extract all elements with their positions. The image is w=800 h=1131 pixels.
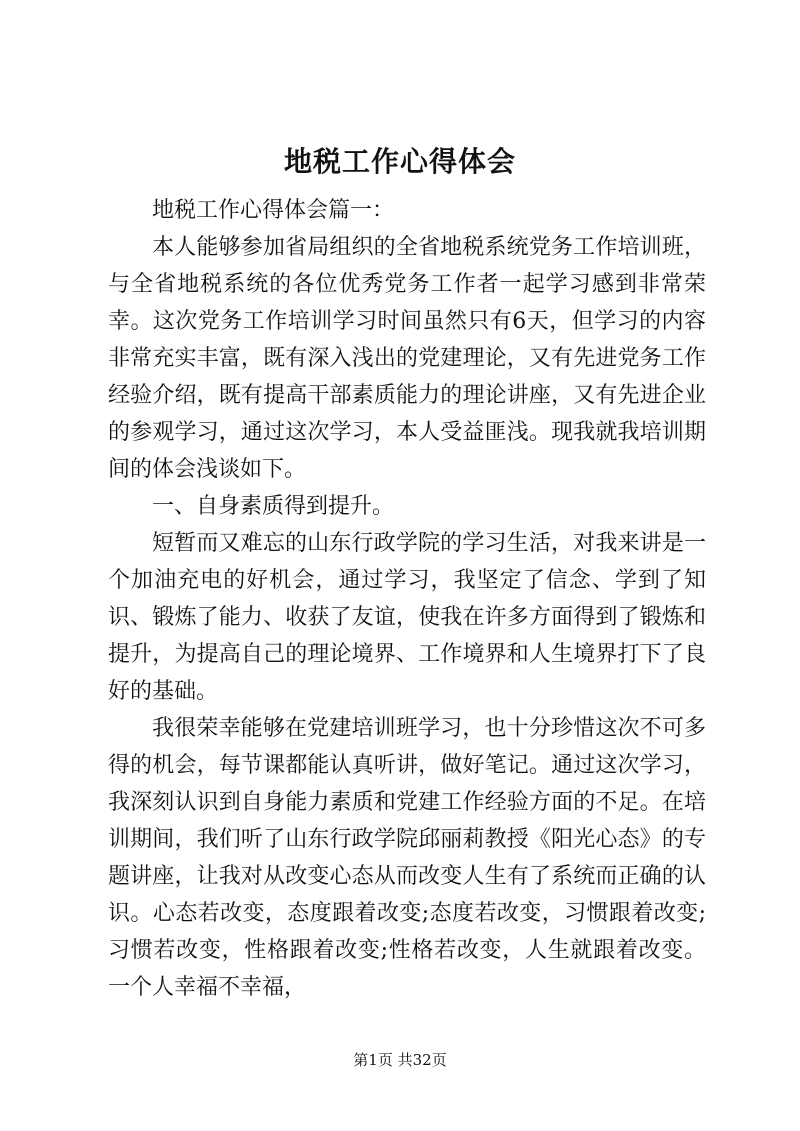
- section-heading-1: 一、自身素质得到提升。: [152, 494, 395, 519]
- document-title: 地税工作心得体会: [283, 145, 516, 178]
- paragraph-section-2: 我很荣幸能够在党建培训班学习，也十分珍惜这次不可多得的机会，每节课都能认真听讲，做好笔记。通过这次学习，我深刻认识到自身能力素质和党建工作经验方面的不足。在培训期间，我们听了山东行政学院邱丽莉教授《阳光心态》的专题讲座，让我对从改变心态从而改变人生有了系统而正确的认识。心态若改变，态度跟着改变;态度若改变，习惯跟着改变;习惯若改变，性格跟着改变;性格若改变，人生就跟着改变。一个人幸福不幸福，: [108, 716, 706, 1000]
- page-footer: 第1页 共32页: [353, 1051, 447, 1069]
- paragraph-heading: 地税工作心得体会篇一：: [152, 198, 395, 223]
- paragraph-intro: 本人能够参加省局组织的全省地税系统党务工作培训班，与全省地税系统的各位优秀党务工作者一起学习感到非常荣幸。这次党务工作培训学习时间虽然只有6天，但学习的内容非常充实丰富，既有深入浅出的党建理论，又有先进党务工作经验介绍，既有提高干部素质能力的理论讲座，又有先进企业的参观学习，通过这次学习，本人受益匪浅。现我就我培训期间的体会浅谈如下。: [108, 235, 706, 482]
- paragraph-section-1: 短暂而又难忘的山东行政学院的学习生活，对我来讲是一个加油充电的好机会，通过学习，我坚定了信念、学到了知识、锻炼了能力、收获了友谊，使我在许多方面得到了锻炼和提升，为提高自己的理论境界、工作境界和人生境界打下了良好的基础。: [108, 531, 706, 704]
- document-body: [108, 192, 706, 1006]
